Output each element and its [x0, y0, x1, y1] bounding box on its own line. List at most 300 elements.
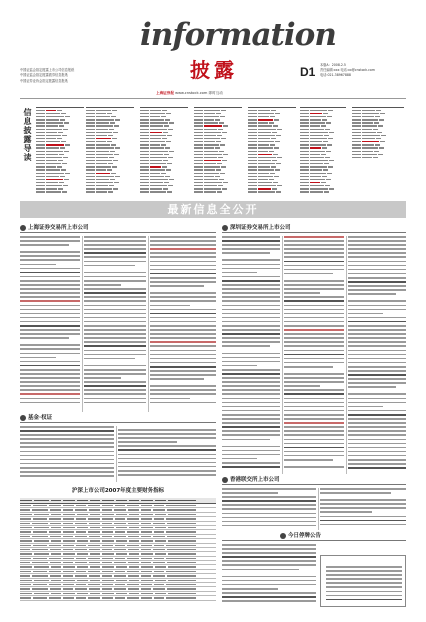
greeked-text-line	[84, 333, 146, 335]
greeked-cell	[328, 138, 333, 139]
greeked-cell	[20, 575, 30, 576]
greeked-cell	[102, 509, 112, 510]
greeked-cell	[63, 518, 74, 519]
greeked-cell	[194, 160, 203, 161]
greeked-cell	[323, 169, 328, 170]
greeked-cell	[373, 157, 378, 158]
article-column	[84, 236, 146, 412]
guide-table-row	[352, 156, 404, 159]
financial-table-title: 沪深上市公司2007年度主要财务指标	[71, 488, 165, 494]
greeked-cell	[258, 116, 269, 117]
url-text[interactable]: www.cnstock.com	[175, 91, 208, 95]
greeked-text-line	[222, 504, 316, 506]
greeked-cell	[162, 138, 167, 139]
greeked-cell	[115, 176, 120, 177]
guide-table-row	[194, 191, 242, 194]
greeked-cell	[150, 135, 166, 136]
greeked-cell	[115, 545, 125, 546]
greeked-text-line	[150, 358, 216, 360]
greeked-text-line	[284, 447, 344, 449]
greeked-text-line	[222, 317, 280, 319]
greeked-text-line	[222, 402, 280, 404]
guide-table-block	[140, 104, 188, 194]
greeked-cell	[140, 138, 149, 139]
greeked-cell	[327, 173, 332, 174]
greeked-cell	[20, 505, 31, 506]
greeked-text-line	[348, 313, 383, 315]
greeked-cell	[216, 113, 221, 114]
greeked-cell	[258, 129, 276, 130]
greeked-cell	[57, 166, 62, 167]
greeked-cell	[20, 553, 32, 554]
greeked-cell	[141, 540, 153, 541]
greeked-cell	[63, 549, 73, 550]
greeked-text-line	[84, 341, 146, 343]
greeked-cell	[96, 116, 110, 117]
greeked-cell	[310, 138, 327, 139]
side-label: 信息披露导读	[23, 108, 32, 162]
greeked-text-line	[320, 516, 406, 518]
section-rule	[20, 232, 216, 233]
greeked-cell	[46, 173, 64, 174]
url-paper: 上海证券报	[156, 91, 174, 95]
greeked-cell	[377, 132, 382, 133]
greeked-cell	[86, 157, 95, 158]
greeked-text-line	[348, 300, 406, 302]
greeked-text-line	[84, 365, 146, 367]
greeked-cell	[90, 553, 100, 554]
greeked-cell	[258, 144, 269, 145]
greeked-cell	[194, 185, 203, 186]
greeked-text-line	[222, 333, 280, 335]
greeked-cell	[258, 160, 271, 161]
greeked-cell	[248, 179, 257, 180]
greeked-cell	[150, 122, 168, 123]
greeked-cell	[128, 588, 139, 589]
section-fund-heading: 基金·权证	[20, 414, 52, 422]
greeked-text-line	[222, 398, 280, 400]
greeked-text-line	[222, 418, 280, 420]
greeked-text-line	[348, 455, 406, 457]
greeked-cell	[300, 132, 309, 133]
greeked-cell	[300, 147, 309, 148]
greeked-cell	[271, 138, 276, 139]
greeked-text-line	[320, 507, 406, 509]
greeked-text-line	[348, 350, 406, 352]
greeked-cell	[375, 144, 380, 145]
guide-table-header	[300, 104, 346, 108]
greeked-text-line	[222, 406, 280, 408]
greeked-cell	[163, 160, 168, 161]
greeked-text-line	[284, 305, 344, 307]
greeked-cell	[60, 176, 65, 177]
greeked-cell	[277, 129, 282, 130]
greeked-cell	[20, 536, 30, 537]
greeked-text-line	[348, 443, 406, 445]
greeked-cell	[248, 151, 257, 152]
greeked-cell	[300, 151, 309, 152]
greeked-cell	[59, 154, 64, 155]
greeked-cell	[129, 500, 139, 501]
greeked-cell	[113, 132, 118, 133]
greeked-cell	[150, 144, 160, 145]
greeked-cell	[46, 166, 56, 167]
greeked-cell	[310, 113, 322, 114]
section-rule	[20, 422, 216, 423]
greeked-text-line	[222, 556, 316, 558]
greeked-text-line	[348, 402, 406, 404]
greeked-cell	[20, 571, 31, 572]
greeked-cell	[89, 509, 100, 510]
greeked-text-line	[284, 309, 344, 311]
greeked-cell	[352, 125, 361, 126]
greeked-cell	[62, 135, 67, 136]
greeked-cell	[154, 558, 164, 559]
greeked-cell	[63, 597, 74, 598]
greeked-cell	[112, 110, 117, 111]
greeked-text-line	[150, 329, 216, 331]
greeked-cell	[215, 176, 220, 177]
greeked-cell	[150, 163, 166, 164]
greeked-text-line	[222, 466, 280, 468]
greeked-cell	[36, 138, 45, 139]
bullet-icon	[280, 533, 286, 539]
greeked-cell	[140, 176, 149, 177]
greeked-cell	[248, 144, 257, 145]
greeked-cell	[167, 135, 172, 136]
greeked-cell	[50, 562, 61, 563]
greeked-cell	[46, 125, 58, 126]
greeked-cell	[217, 135, 222, 136]
greeked-cell	[116, 553, 127, 554]
greeked-text-line	[222, 569, 299, 571]
greeked-text-line	[84, 350, 146, 352]
greeked-cell	[258, 163, 275, 164]
greeked-text-line	[84, 385, 146, 387]
greeked-cell	[362, 141, 379, 142]
greeked-cell	[63, 514, 75, 515]
greeked-text-line	[20, 276, 80, 278]
greeked-cell	[140, 116, 149, 117]
greeked-text-line	[348, 317, 406, 319]
greeked-cell	[362, 116, 374, 117]
greeked-cell	[107, 113, 112, 114]
greeked-cell	[329, 188, 334, 189]
greeked-cell	[326, 151, 331, 152]
greeked-text-line	[84, 272, 146, 274]
greeked-text-line	[348, 422, 406, 424]
greeked-text-line	[348, 309, 406, 311]
greeked-cell	[129, 566, 139, 567]
greeked-text-line	[84, 354, 146, 356]
greeked-text-line	[222, 296, 280, 298]
greeked-cell	[167, 562, 196, 563]
greeked-cell	[166, 531, 196, 532]
greeked-cell	[36, 144, 45, 145]
greeked-text-line	[150, 305, 190, 307]
greeked-cell	[150, 176, 164, 177]
greeked-text-line	[84, 284, 121, 286]
greeked-cell	[168, 157, 173, 158]
greeked-cell	[223, 182, 228, 183]
greeked-cell	[167, 509, 196, 510]
greeked-cell	[63, 527, 75, 528]
greeked-text-line	[20, 446, 114, 448]
greeked-text-line	[20, 255, 80, 257]
greeked-cell	[113, 188, 118, 189]
greeked-cell	[321, 125, 326, 126]
greeked-text-line	[150, 350, 216, 352]
greeked-cell	[89, 536, 100, 537]
greeked-cell	[34, 527, 49, 528]
greeked-cell	[352, 122, 361, 123]
greeked-cell	[169, 122, 174, 123]
greeked-cell	[204, 119, 214, 120]
greeked-cell	[32, 523, 48, 524]
greeked-text-line	[150, 378, 204, 380]
greeked-cell	[90, 540, 100, 541]
greeked-cell	[110, 151, 115, 152]
guide-table-row	[36, 191, 84, 194]
greeked-cell	[116, 540, 127, 541]
greeked-cell	[59, 125, 64, 126]
greeked-cell	[114, 536, 126, 537]
greeked-text-line	[284, 288, 344, 290]
greeked-cell	[107, 141, 112, 142]
greeked-cell	[20, 527, 32, 528]
greeked-cell	[77, 580, 88, 581]
greeked-cell	[154, 584, 164, 585]
greeked-cell	[113, 160, 118, 161]
bullet-icon	[222, 225, 228, 231]
greeked-cell	[248, 185, 257, 186]
greeked-cell	[102, 536, 112, 537]
greeked-cell	[310, 141, 322, 142]
greeked-cell	[216, 169, 221, 170]
greeked-cell	[50, 549, 61, 550]
greeked-cell	[75, 588, 87, 589]
greeked-cell	[20, 545, 31, 546]
greeked-cell	[300, 188, 309, 189]
greeked-cell	[46, 116, 64, 117]
greeked-text-line	[20, 373, 80, 375]
greeked-text-line	[20, 344, 80, 346]
greeked-cell	[34, 593, 49, 594]
greeked-text-line	[150, 313, 216, 315]
greeked-cell	[63, 571, 74, 572]
greeked-cell	[115, 147, 120, 148]
greeked-text-line	[20, 329, 80, 331]
greeked-cell	[76, 597, 86, 598]
greeked-cell	[63, 509, 73, 510]
greeked-cell	[310, 119, 321, 120]
greeked-cell	[96, 176, 114, 177]
greeked-cell	[46, 163, 61, 164]
column-divider	[148, 236, 149, 412]
greeked-cell	[194, 173, 203, 174]
greeked-text-line	[150, 341, 216, 343]
greeked-cell	[115, 584, 125, 585]
greeked-cell	[258, 147, 273, 148]
greeked-cell	[310, 166, 327, 167]
greeked-cell	[168, 553, 196, 554]
greeked-text-line	[284, 240, 344, 242]
financial-table	[20, 498, 216, 608]
greeked-cell	[61, 169, 66, 170]
greeked-text-line	[222, 496, 316, 498]
greeked-text-line	[348, 261, 406, 263]
greeked-text-line	[284, 455, 344, 457]
greeked-cell	[46, 191, 61, 192]
greeked-cell	[115, 571, 125, 572]
greeked-cell	[33, 571, 47, 572]
greeked-text-line	[84, 337, 146, 339]
greeked-text-line	[222, 313, 280, 315]
greeked-cell	[76, 584, 86, 585]
greeked-text-line	[284, 414, 344, 416]
greeked-text-line	[118, 429, 216, 431]
article-column	[348, 236, 406, 474]
greeked-cell	[161, 144, 166, 145]
greeked-cell	[76, 558, 86, 559]
greeked-cell	[167, 575, 196, 576]
greeked-cell	[128, 575, 139, 576]
greeked-cell	[204, 125, 222, 126]
greeked-text-line	[284, 385, 320, 387]
greeked-cell	[300, 125, 309, 126]
greeked-cell	[88, 558, 100, 559]
greeked-cell	[258, 176, 273, 177]
greeked-text-line	[20, 244, 69, 246]
greeked-cell	[166, 571, 196, 572]
greeked-text-line	[348, 430, 406, 432]
greeked-text-line	[222, 329, 280, 331]
greeked-cell	[76, 531, 86, 532]
greeked-cell	[300, 185, 309, 186]
greeked-text-line	[284, 244, 344, 246]
greeked-cell	[155, 500, 166, 501]
greeked-cell	[116, 527, 127, 528]
greeked-cell	[166, 558, 196, 559]
greeked-cell	[127, 518, 139, 519]
greeked-cell	[204, 110, 220, 111]
greeked-cell	[51, 593, 61, 594]
greeked-cell	[140, 179, 149, 180]
greeked-text-line	[222, 381, 280, 383]
greeked-cell	[36, 157, 45, 158]
greeked-text-line	[150, 236, 216, 238]
greeked-cell	[102, 518, 113, 519]
greeked-text-line	[348, 293, 396, 295]
greeked-cell	[362, 157, 372, 158]
greeked-cell	[248, 138, 257, 139]
greeked-cell	[194, 179, 203, 180]
greeked-cell	[321, 154, 326, 155]
section-shenzhen-heading: 深圳证券交易所上市公司	[222, 224, 291, 232]
greeked-text-line	[348, 244, 406, 246]
greeked-cell	[194, 129, 203, 130]
greeked-cell	[86, 154, 95, 155]
greeked-text-line	[284, 321, 344, 323]
greeked-text-line	[222, 259, 280, 261]
greeked-text-line	[20, 426, 114, 428]
greeked-cell	[32, 588, 48, 589]
greeked-cell	[362, 147, 378, 148]
greeked-text-line	[320, 503, 406, 505]
greeked-text-line	[222, 337, 280, 339]
greeked-cell	[269, 151, 274, 152]
greeked-text-line	[222, 592, 316, 594]
greeked-cell	[46, 119, 59, 120]
greeked-text-line	[348, 418, 406, 420]
greeked-cell	[155, 580, 166, 581]
greeked-cell	[300, 163, 309, 164]
greeked-cell	[115, 531, 125, 532]
greeked-cell	[221, 138, 226, 139]
greeked-cell	[362, 154, 377, 155]
greeked-text-line	[20, 459, 114, 461]
greeked-cell	[154, 597, 164, 598]
greeked-cell	[102, 584, 113, 585]
greeked-text-line	[348, 414, 406, 416]
greeked-cell	[324, 191, 329, 192]
greeked-cell	[127, 597, 139, 598]
greeked-cell	[36, 125, 45, 126]
greeked-text-line	[20, 259, 80, 261]
greeked-text-line	[284, 398, 344, 400]
greeked-text-line	[222, 248, 280, 250]
greeked-cell	[140, 110, 149, 111]
greeked-cell	[168, 527, 196, 528]
greeked-text-line	[222, 548, 316, 550]
greeked-text-line	[284, 273, 333, 275]
greeked-cell	[300, 157, 309, 158]
greeked-text-line	[222, 596, 316, 598]
greeked-cell	[50, 509, 61, 510]
greeked-cell	[36, 169, 45, 170]
greeked-text-line	[284, 341, 344, 343]
article-column	[20, 426, 114, 482]
greeked-text-line	[20, 434, 114, 436]
greeked-text-line	[84, 321, 146, 323]
greeked-cell	[32, 509, 48, 510]
greeked-cell	[310, 169, 322, 170]
greeked-cell	[77, 553, 88, 554]
greeked-text-line	[20, 381, 80, 383]
column-divider	[282, 236, 283, 474]
greeked-text-line	[348, 358, 406, 360]
greeked-text-line	[284, 373, 344, 375]
greeked-cell	[86, 188, 95, 189]
greeked-cell	[164, 154, 169, 155]
greeked-text-line	[222, 458, 257, 460]
greeked-text-line	[348, 393, 406, 395]
greeked-text-line	[222, 580, 316, 582]
greeked-cell	[20, 540, 32, 541]
greeked-cell	[274, 147, 279, 148]
greeked-text-line	[20, 442, 114, 444]
greeked-cell	[194, 113, 203, 114]
greeked-cell	[322, 176, 327, 177]
greeked-cell	[204, 173, 219, 174]
greeked-cell	[362, 135, 380, 136]
greeked-text-line	[222, 450, 280, 452]
greeked-text-line	[84, 393, 146, 395]
greeked-cell	[321, 182, 326, 183]
greeked-cell	[352, 119, 361, 120]
greeked-cell	[46, 151, 63, 152]
greeked-cell	[96, 141, 106, 142]
